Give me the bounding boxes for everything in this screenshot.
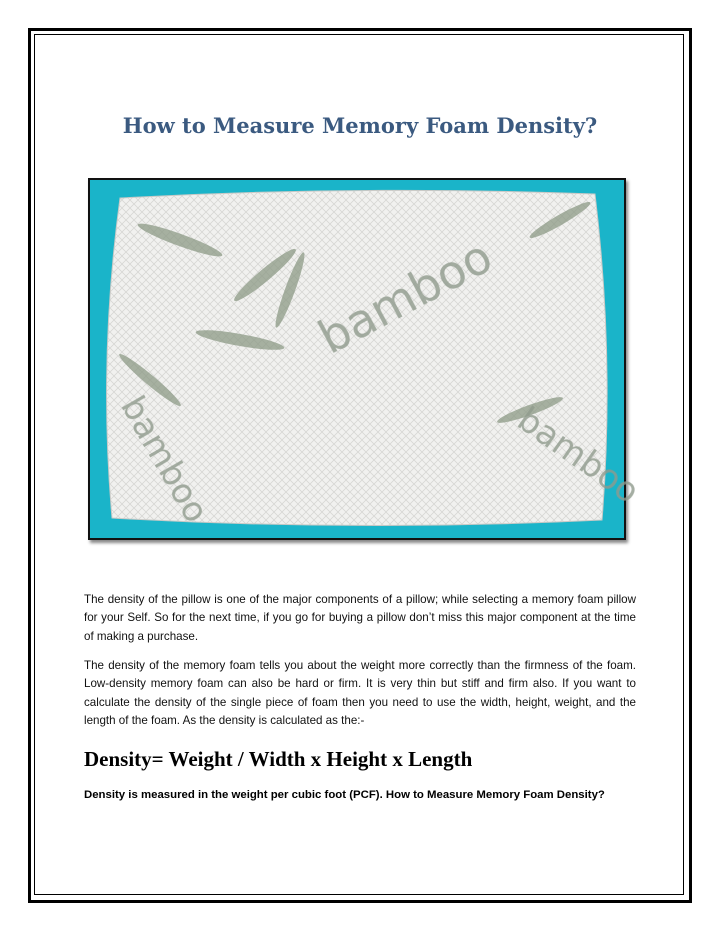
svg-text:bamboo: bamboo — [509, 399, 647, 512]
pillow-brand-text: bamboo — [309, 228, 501, 365]
pillow-image — [88, 178, 647, 540]
density-formula: Density= Weight / Width x Height x Length — [84, 747, 473, 771]
paragraph-intro: The density of the pillow is one of the major components of a pillow; while selecting a memory foam pillow for your Self. So for the next time, if you go for buying a pillow don’t miss this major component at the time of making a purchase. — [84, 593, 636, 643]
paragraph-density: The density of the memory foam tells you about the weight more correctly than the firmness of the foam. Low-density memory foam can also be hard or firm. It is very thin but stiff and firm also. If you want to calculate the density of the single piece of foam then you need to use the width, height, weight, and the length of the foam. As the density is calculated as the:- — [84, 659, 636, 727]
pcf-note: Density is measured in the weight per cubic foot (PCF). How to Measure Memory Foam Density? — [84, 789, 605, 801]
page-title: How to Measure Memory Foam Density? — [122, 113, 598, 138]
svg-text:bamboo: bamboo — [112, 389, 217, 530]
